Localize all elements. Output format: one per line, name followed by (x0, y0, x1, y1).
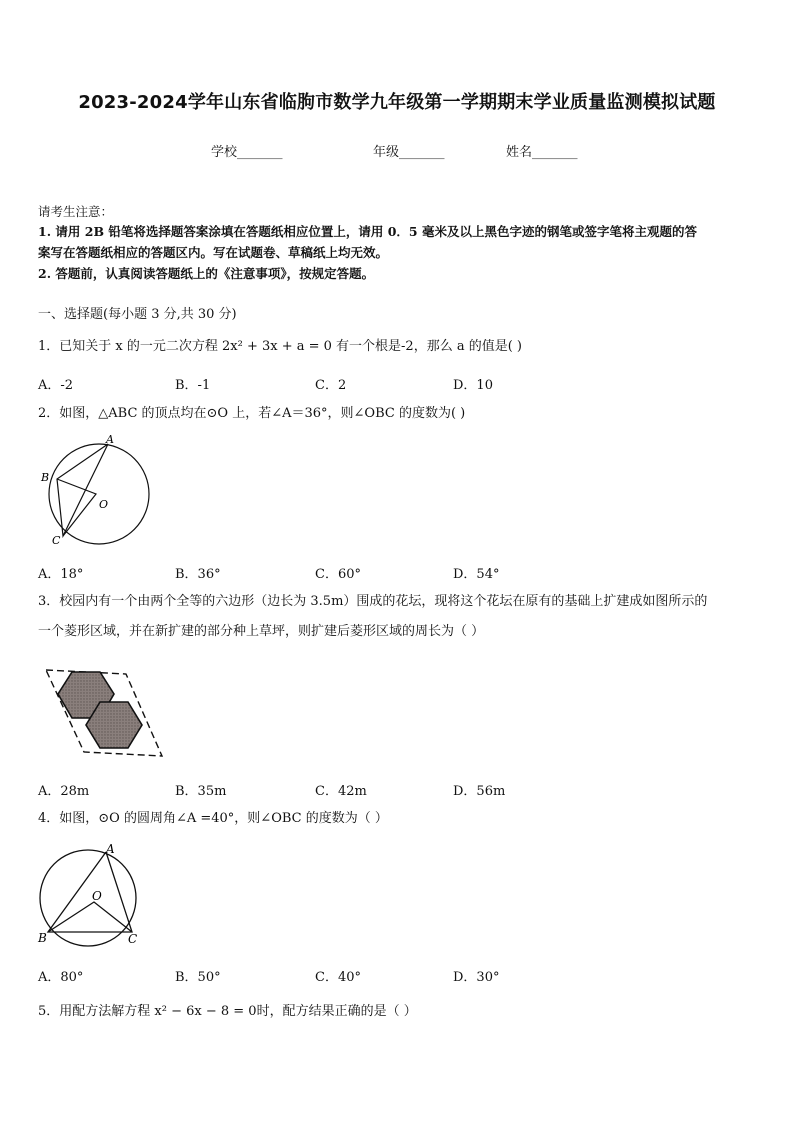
q4-option-d: D．30° (453, 970, 500, 985)
q3-option-a: A．28m (38, 784, 90, 799)
notice-line-3: 2. 答题前，认真阅读答题纸上的《注意事项》，按规定答题。 (38, 266, 375, 281)
q1-option-c: C．2 (315, 378, 347, 393)
q4-option-c: C．40° (315, 970, 361, 985)
q2-option-b: B．36° (175, 567, 221, 582)
q4-circle-figure (36, 840, 146, 950)
section-heading: 一、选择题(每小题 3 分,共 30 分) (38, 307, 237, 322)
q4-label-a: A (106, 842, 115, 856)
name-field: 姓名_______ (506, 145, 578, 160)
q2-label-c: C (52, 534, 61, 547)
q4-label-b: B (38, 931, 47, 945)
q1-option-d: D．10 (453, 378, 493, 393)
q4-option-a: A．80° (38, 970, 84, 985)
q2-circle-figure (36, 432, 156, 552)
question-3-line-2: 一个菱形区域，并在新扩建的部分种上草坪，则扩建后菱形区域的周长为（ ） (38, 624, 485, 639)
school-field: 学校_______ (211, 145, 283, 160)
q2-label-o: O (99, 498, 109, 511)
notice-heading: 请考生注意： (38, 204, 114, 219)
q4-label-c: C (128, 932, 138, 946)
q2-label-a: A (106, 433, 114, 446)
q3-option-d: D．56m (453, 784, 506, 799)
q2-label-b: B (41, 471, 50, 484)
q3-option-c: C．42m (315, 784, 367, 799)
q2-option-a: A．18° (38, 567, 84, 582)
question-4: 4．如图，⊙O 的圆周角∠A =40°，则∠OBC 的度数为（ ） (38, 811, 388, 826)
question-1: 1．已知关于 x 的一元二次方程 2x² + 3x + a = 0 有一个根是-2，那么 a 的值是( ) (38, 339, 522, 354)
page-title: 2023-2024学年山东省临朐市数学九年级第一学期期末学业质量监测模拟试题 (78, 92, 716, 113)
notice-line-1: 1. 请用 2B 铅笔将选择题答案涂填在答题纸相应位置上，请用 0．5 毫米及以上黑色字迹的钢笔或签字笔将主观题的答 (38, 224, 697, 239)
q4-label-o: O (92, 889, 102, 903)
notice-line-2: 案写在答题纸相应的答题区内。写在试题卷、草稿纸上均无效。 (38, 245, 389, 260)
q3-hexagon-rhombus-figure (44, 668, 164, 760)
question-3-line-1: 3．校园内有一个由两个全等的六边形（边长为 3.5m）围成的花坛，现将这个花坛在原有的基础上扩建成如图所示的 (38, 594, 708, 609)
q1-option-b: B．-1 (175, 378, 211, 393)
grade-field: 年级_______ (373, 145, 445, 160)
q2-option-d: D．54° (453, 567, 500, 582)
q4-option-b: B．50° (175, 970, 221, 985)
question-5: 5．用配方法解方程 x² − 6x − 8 = 0时，配方结果正确的是（ ） (38, 1004, 417, 1019)
q2-option-c: C．60° (315, 567, 361, 582)
question-2: 2．如图，△ABC 的顶点均在⊙O 上，若∠A＝36°，则∠OBC 的度数为( ) (38, 406, 466, 421)
q1-option-a: A．-2 (38, 378, 74, 393)
q3-option-b: B．35m (175, 784, 227, 799)
